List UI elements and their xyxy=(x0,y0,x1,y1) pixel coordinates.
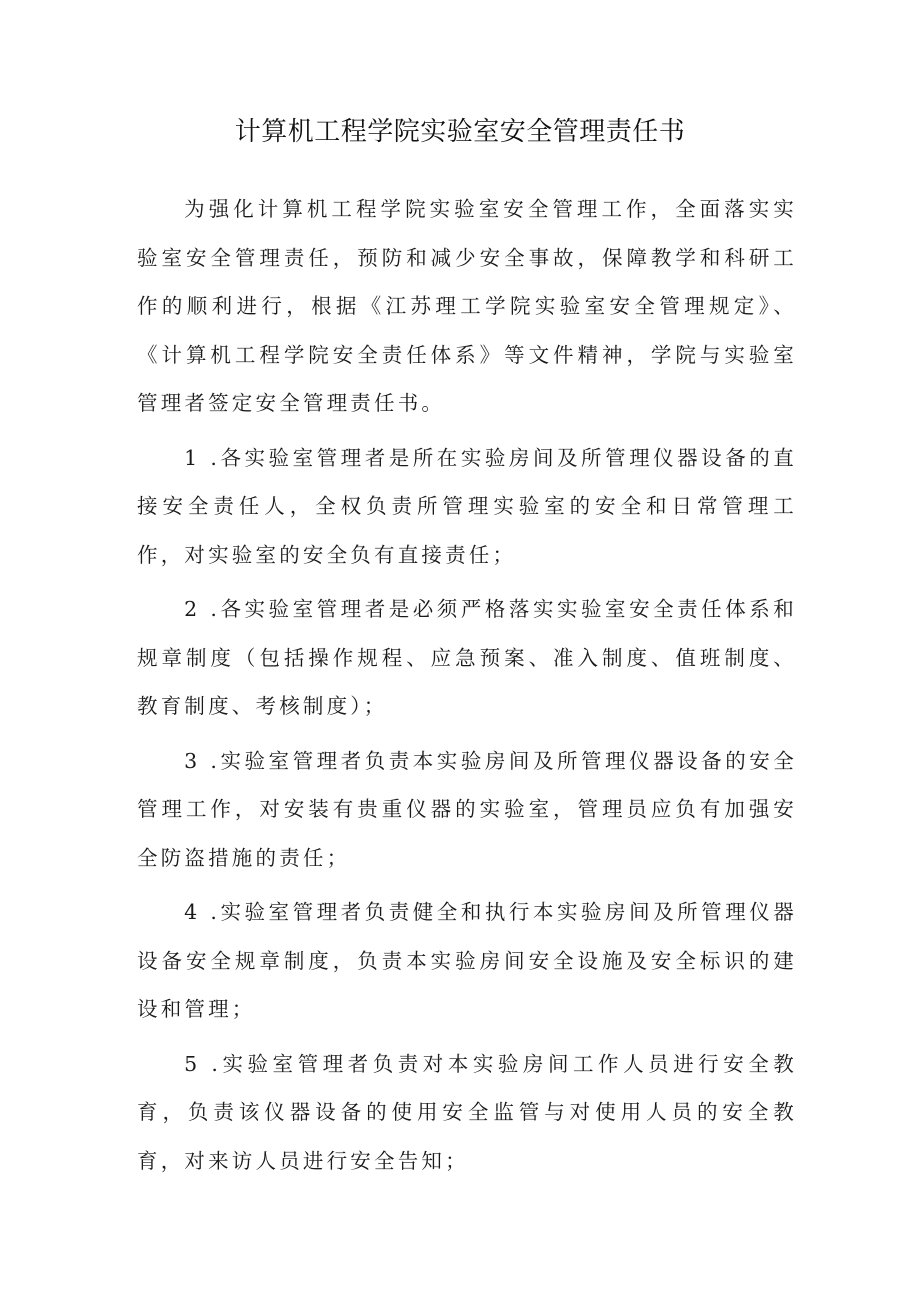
document-body xyxy=(137,185,797,1185)
clause-5: 5 .实验室管理者负责对本实验房间工作人员进行安全教育，负责该仪器设备的使用安全监管与对使用人员的安全教育，对来访人员进行安全告知； xyxy=(137,1051,797,1173)
document-title: 计算机工程学院实验室安全管理责任书 xyxy=(234,117,686,147)
clause-2: 2 .各实验室管理者是必须严格落实实验室安全责任体系和规章制度（包括操作规程、应急预案、准入制度、值班制度、教育制度、考核制度）； xyxy=(137,597,797,718)
intro-paragraph: 为强化计算机工程学院实验室安全管理工作，全面落实实验室安全管理责任，预防和减少安全事故，保障教学和科研工作的顺利进行，根据《江苏理工学院实验室安全管理规定》、《计算机工程学院安全责任体系》等文件精神，学院与实验室管理者签定安全管理责任书。 xyxy=(137,197,797,415)
clause-4: 4 .实验室管理者负责健全和执行本实验房间及所管理仪器设备安全规章制度，负责本实验房间安全设施及安全标识的建设和管理； xyxy=(137,900,797,1021)
clause-1: 1 .各实验室管理者是所在实验房间及所管理仪器设备的直接安全责任人，全权负责所管理实验室的安全和日常管理工作，对实验室的安全负有直接责任； xyxy=(137,445,797,567)
clause-3: 3 .实验室管理者负责本实验房间及所管理仪器设备的安全管理工作，对安装有贵重仪器的实验室，管理员应负有加强安全防盗措施的责任； xyxy=(137,748,797,870)
